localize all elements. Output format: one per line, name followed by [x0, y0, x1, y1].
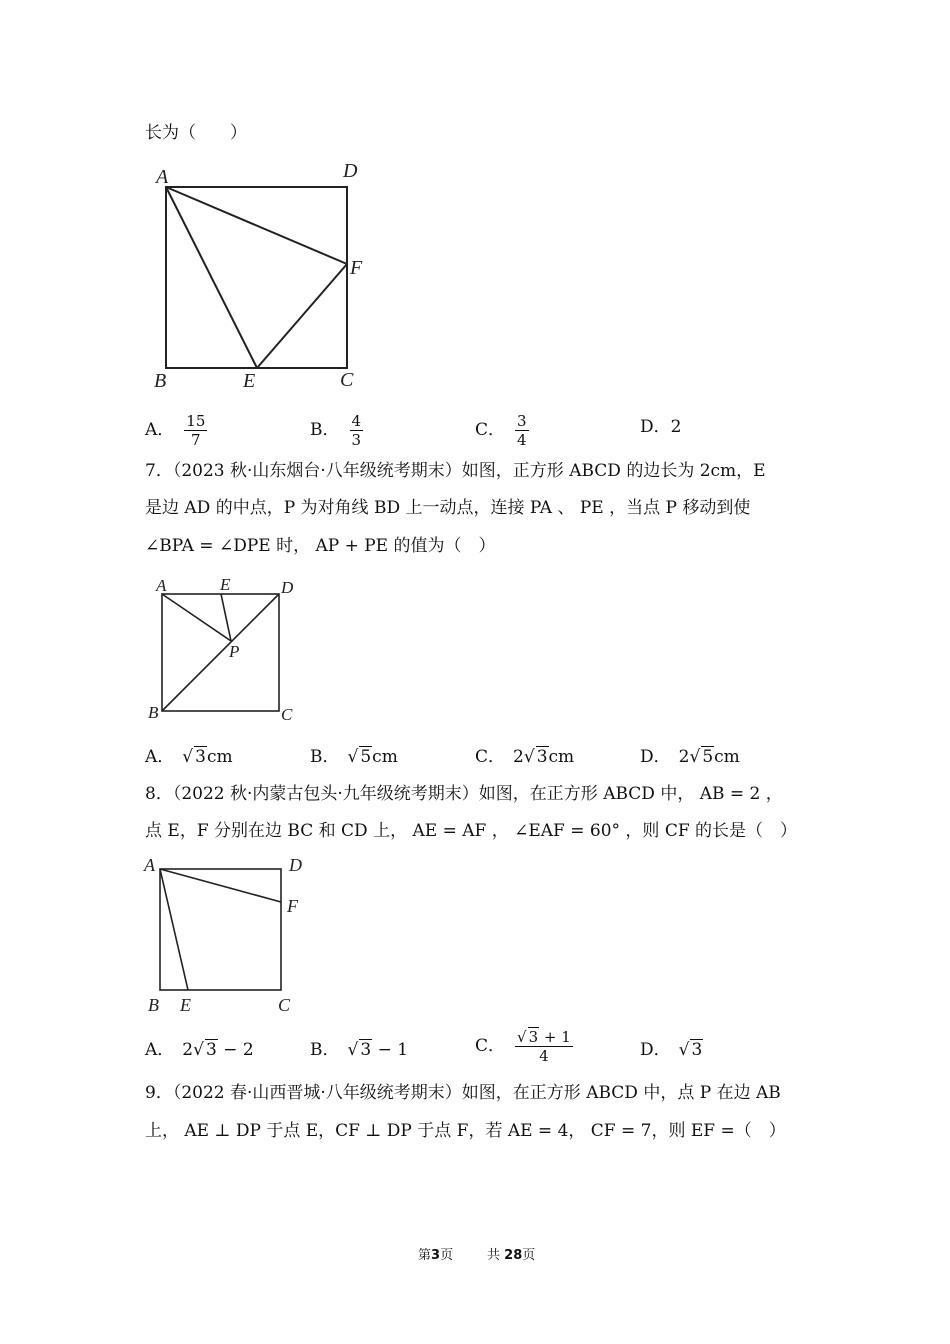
q6-option-a[interactable]: A． $\frac{15}{7}$ [145, 412, 206, 449]
page-total: 共 28页 [487, 1248, 536, 1263]
q8-option-b[interactable]: B． √ 3 − 1 [310, 1040, 409, 1060]
fraction: $\frac{√ 3 + 1}{4}$ [517, 1028, 571, 1065]
q8-label-b: B [148, 995, 159, 1015]
fraction: $\frac{4}{3}$ [351, 412, 362, 449]
q6-label-a: A [156, 166, 169, 188]
q6-stem-tail: 长为（ ） [145, 123, 247, 143]
q7-label-c: C [281, 705, 293, 724]
q7-label-d: D [281, 578, 294, 597]
q9-stem-line1: 9．（2022 春·山西晋城·八年级统考期末）如图，在正方形 ABCD 中，点 P 在边 AB [145, 1083, 781, 1103]
q8-option-d[interactable]: D． √ 3 [640, 1040, 703, 1060]
q7-option-b[interactable]: B． √ 5cm [310, 747, 398, 767]
q7-label-e: E [220, 575, 231, 594]
q7-stem-line2: 是边 AD 的中点，P 为对角线 BD 上一动点，连接 PA 、 PE ，当点 P 移动到使 [145, 498, 751, 518]
q8-option-c[interactable]: C． $\frac{√ 3 + 1}{4}$ [475, 1028, 571, 1065]
q6-label-d: D [343, 160, 358, 182]
page-number: 第3页 [418, 1248, 454, 1263]
q6-label-c: C [340, 369, 354, 391]
q8-square [160, 869, 281, 990]
q8-label-c: C [278, 995, 291, 1015]
q7-label-a: A [156, 576, 167, 595]
q6-option-c[interactable]: C． $\frac{3}{4}$ [475, 412, 527, 449]
q6-label-e: E [243, 370, 256, 392]
q8-label-e: E [180, 995, 191, 1015]
q6-option-b[interactable]: B． $\frac{4}{3}$ [310, 412, 362, 449]
q6-label-b: B [154, 370, 167, 392]
q7-label-p: P [229, 642, 240, 661]
q7-option-d[interactable]: D． 2√ 5cm [640, 747, 740, 767]
q8-stem-line1: 8．（2022 秋·内蒙古包头·九年级统考期末）如图，在正方形 ABCD 中， AB = 2 ， [145, 784, 783, 804]
q7-option-c[interactable]: C． 2√ 3cm [475, 747, 575, 767]
q7-stem-line3: ∠BPA = ∠DPE 时， AP + PE 的值为（ ） [145, 536, 496, 556]
q8-label-d: D [289, 855, 302, 875]
q8-segment-af [160, 869, 281, 902]
q8-option-a[interactable]: A． 2√ 3 − 2 [145, 1040, 254, 1060]
q8-stem-line2: 点 E，F 分别在边 BC 和 CD 上， AE = AF ， ∠EAF = 60° ，则 CF 的长是（ ） [145, 821, 798, 841]
q7-stem-line1: 7．（2023 秋·山东烟台·八年级统考期末）如图，正方形 ABCD 的边长为 2cm，E [145, 461, 766, 481]
fraction: $\frac{3}{4}$ [517, 412, 527, 449]
q8-label-a: A [144, 855, 155, 875]
q6-option-d[interactable]: D．2 [640, 417, 682, 437]
q7-option-a[interactable]: A． √ 3cm [145, 747, 233, 767]
q6-label-f: F [350, 257, 363, 279]
q9-stem-line2: 上， AE ⊥ DP 于点 E，CF ⊥ DP 于点 F，若 AE = 4， CF = 7，则 EF =（ ） [145, 1121, 786, 1141]
q8-segment-ae [160, 869, 188, 990]
q8-label-f: F [287, 896, 298, 916]
q7-label-b: B [148, 703, 159, 722]
fraction: $\frac{15}{7}$ [186, 412, 206, 449]
